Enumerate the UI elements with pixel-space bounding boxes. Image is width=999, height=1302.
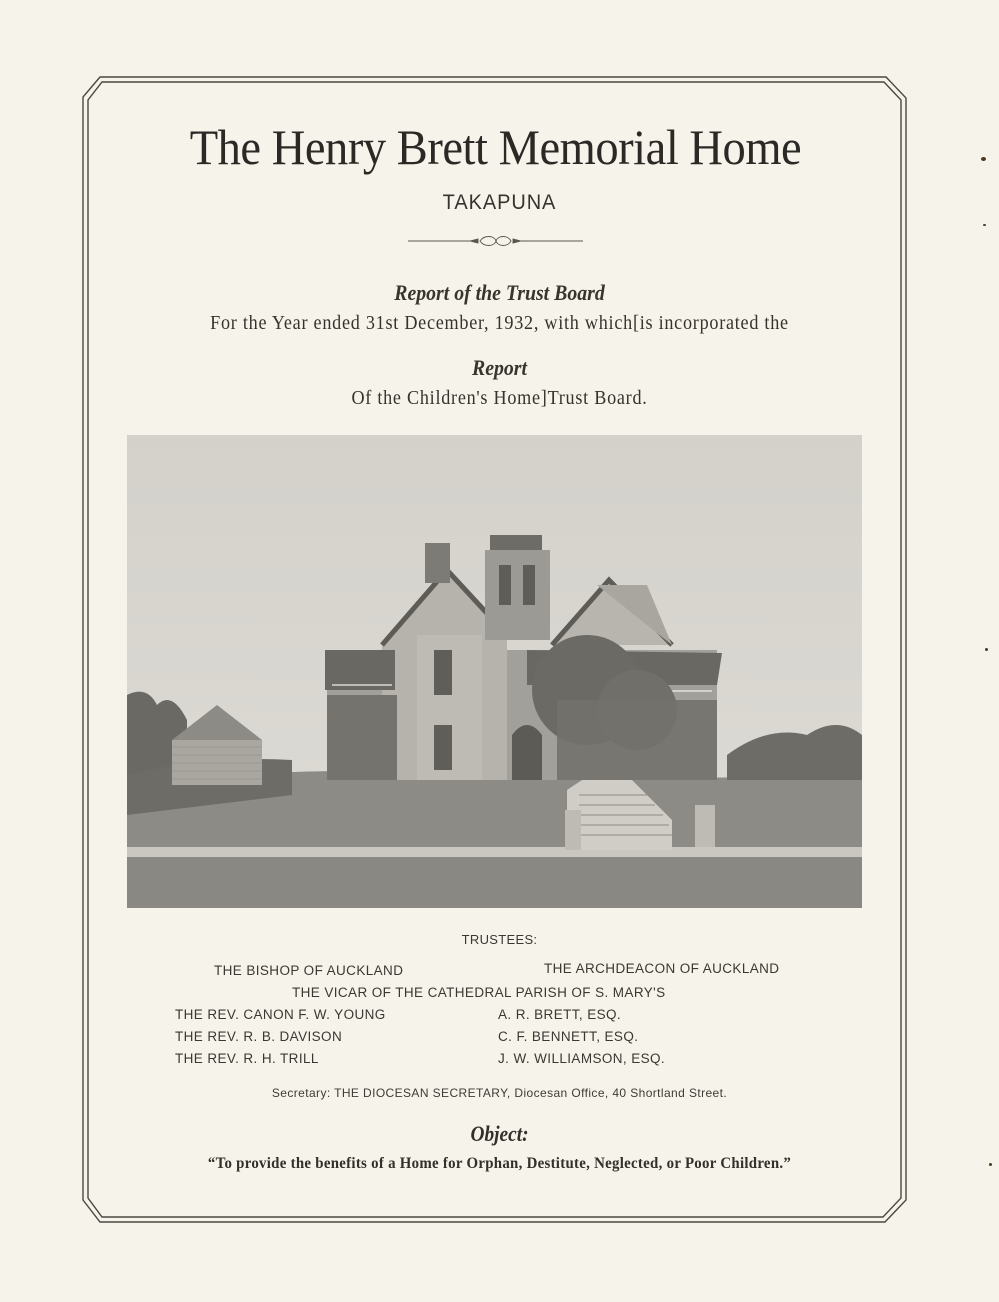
object-heading: Object: bbox=[470, 1121, 529, 1146]
trustee-vicar: THE VICAR OF THE CATHEDRAL PARISH OF S. MARY'S bbox=[292, 985, 666, 1000]
trustees-label: TRUSTEES: bbox=[461, 932, 538, 947]
trustee-left-1: THE REV. CANON F. W. YOUNG bbox=[175, 1007, 386, 1022]
location-subtitle: TAKAPUNA bbox=[442, 191, 557, 214]
trustee-right-2: C. F. BENNETT, ESQ. bbox=[498, 1029, 639, 1044]
trustee-left-3: THE REV. R. H. TRILL bbox=[175, 1051, 319, 1066]
scan-speck bbox=[989, 1163, 992, 1166]
report2-description: Of the Children's Home]Trust Board. bbox=[351, 388, 648, 409]
report-description: For the Year ended 31st December, 1932, with which[is incorporated the bbox=[210, 313, 789, 334]
scroll-flourish-divider-icon bbox=[408, 234, 583, 248]
page-title-text: The Henry Brett Memorial Home bbox=[189, 119, 802, 175]
house-illustration-icon bbox=[127, 435, 862, 908]
trustee-bishop: THE BISHOP OF AUCKLAND bbox=[214, 963, 404, 978]
report-heading: Report of the Trust Board bbox=[394, 280, 605, 305]
object-statement: “To provide the benefits of a Home for Orphan, Destitute, Neglected, or Poor Children.” bbox=[207, 1155, 792, 1172]
trustee-right-1: A. R. BRETT, ESQ. bbox=[498, 1007, 622, 1022]
trustee-right-3: J. W. WILLIAMSON, ESQ. bbox=[498, 1051, 666, 1066]
trustee-archdeacon: THE ARCHDEACON OF AUCKLAND bbox=[544, 961, 780, 976]
house-photograph bbox=[127, 435, 862, 908]
trustee-left-2: THE REV. R. B. DAVISON bbox=[175, 1029, 343, 1044]
page-title bbox=[35, 118, 964, 176]
scan-speck bbox=[985, 648, 988, 651]
scan-speck bbox=[983, 224, 986, 226]
report2-heading: Report bbox=[471, 355, 528, 380]
scan-speck bbox=[981, 157, 986, 161]
secretary-line: Secretary: THE DIOCESAN SECRETARY, Diocesan Office, 40 Shortland Street. bbox=[271, 1086, 728, 1100]
